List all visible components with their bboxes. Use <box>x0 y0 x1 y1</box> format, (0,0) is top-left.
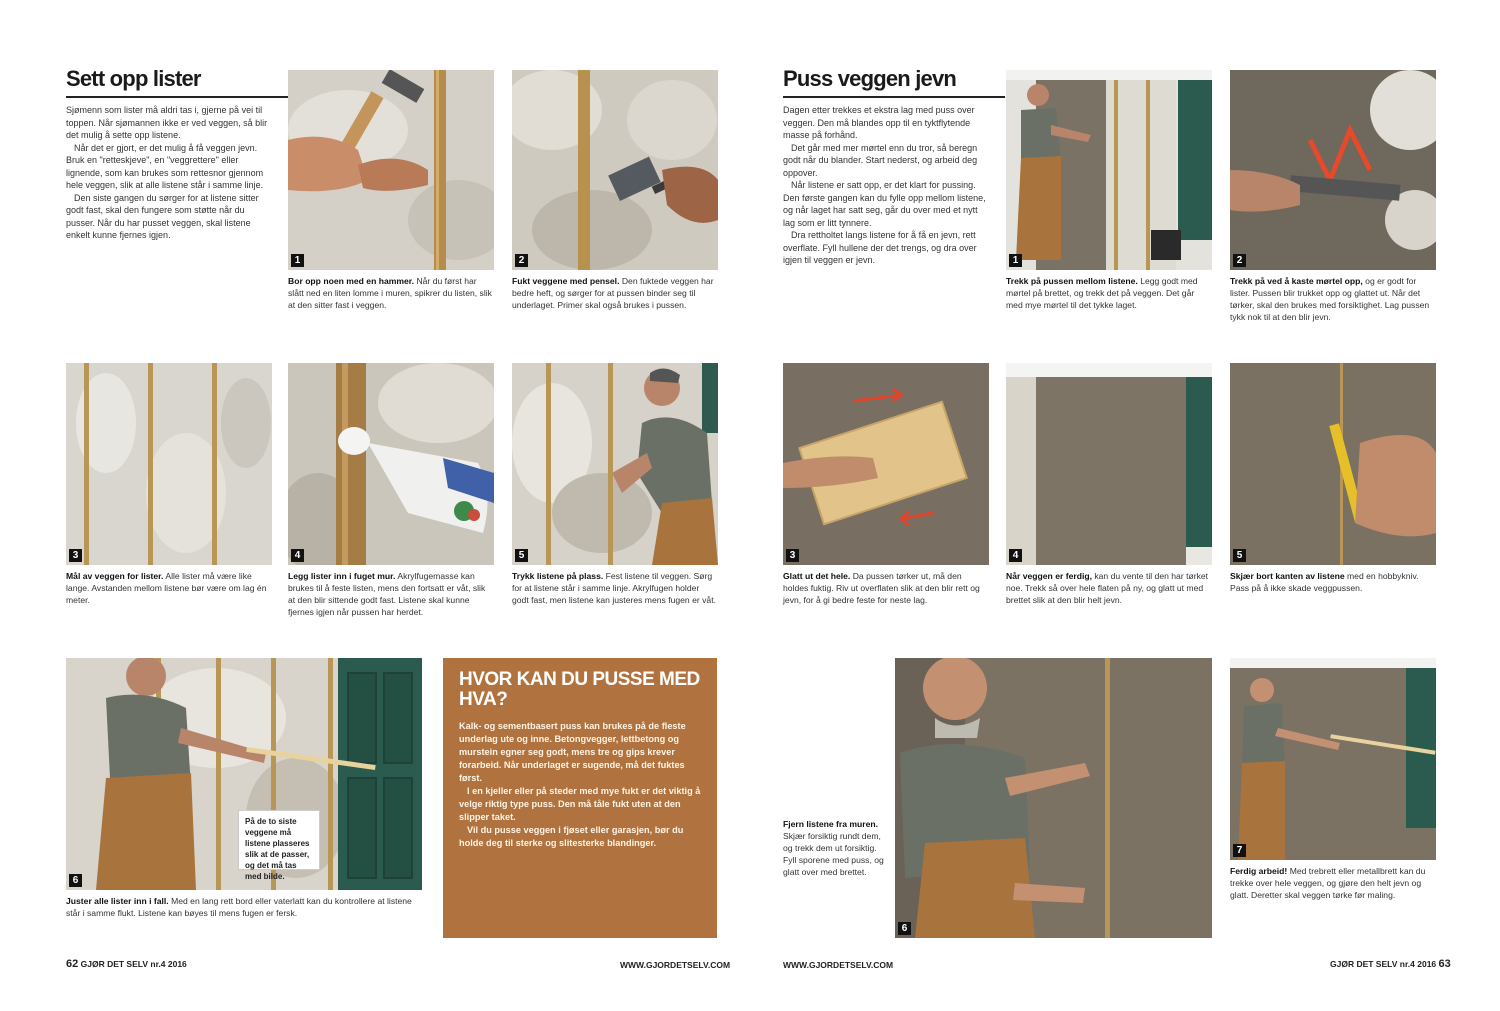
caption-text: Skjær forsiktig rundt dem, og trekk dem ut forsiktig. Fyll sporene med puss, og glatt over med brettet. <box>783 831 884 877</box>
caption-text: Den fuktede veggen har bedre heft, og sørger for at pussen binder seg til underlaget. Primer skal også brukes i pussen. <box>512 276 714 310</box>
caption-step-4 <box>288 570 494 618</box>
right-caption-step-4 <box>1006 570 1212 606</box>
photo-plastered-wall <box>1006 363 1212 565</box>
caption-text: Akrylfugemasse kan brukes til å feste listen, mens den fortsatt er våt, slik at den blir sittende godt fast. Listene skal kunne fjernes igjen når pussen har herdet. <box>288 571 486 617</box>
step-number: 6 <box>898 922 911 935</box>
caption-heading: Skjær bort kanten av listene <box>1230 571 1345 581</box>
step-number: 5 <box>1233 549 1246 562</box>
right-caption-step-2 <box>1230 275 1436 323</box>
caption-heading: Ferdig arbeid! <box>1230 866 1288 876</box>
left-intro-paragraph: Sjømenn som lister må aldri tas i, gjerne på vei til toppen. Når sjømannen ikke er ved veggen, så blir det mulig å sette opp listene. <box>66 105 268 140</box>
caption-heading: Fukt veggene med pensel. <box>512 276 620 286</box>
photo-applying-plaster <box>1006 70 1212 270</box>
photo-brushing-wall <box>512 70 718 270</box>
step-number: 1 <box>1009 254 1022 267</box>
right-caption-step-3 <box>783 570 989 606</box>
sidebar-paragraph: I en kjeller eller på steder med mye fukt er det viktig å velge riktig type puss. Den må tåle fukt uten at den slipper taket. <box>459 786 701 822</box>
caption-text: Fest listene til veggen. Sørg for at listene står i samme linje. Akrylfugen holder godt fast, men listene kan justeres mens fugen er våt. <box>512 571 716 605</box>
caption-step-6 <box>66 895 422 919</box>
caption-heading: Trykk listene på plass. <box>512 571 604 581</box>
caption-heading: Fjern listene fra muren. <box>783 819 879 829</box>
sidebar-paragraph: Vil du pusse veggen i fjøset eller garasjen, bør du holde deg til sterke og slitesterke blandinger. <box>459 825 684 848</box>
right-caption-step-6 <box>783 818 887 878</box>
sidebar-text <box>459 720 701 850</box>
page-number: 62 <box>66 958 79 970</box>
caption-heading: Trekk på ved å kaste mørtel opp, <box>1230 276 1363 286</box>
step-number: 3 <box>786 549 799 562</box>
left-intro <box>66 104 272 242</box>
right-intro-paragraph: Dagen etter trekkes et ekstra lag med puss over veggen. Den må blandes opp til en tyktflytende masse på forhånd. <box>783 105 975 140</box>
right-footer-url: WWW.GJORDETSELV.COM <box>783 960 894 970</box>
photo-pressing-battens <box>512 363 718 565</box>
caption-heading: Trekk på pussen mellom listene. <box>1006 276 1138 286</box>
photo-trowel-closeup <box>1230 70 1436 270</box>
right-caption-step-1 <box>1006 275 1212 311</box>
caption-heading: Mål av veggen for lister. <box>66 571 164 581</box>
caption-heading: Når veggen er ferdig, <box>1006 571 1092 581</box>
caption-step-5 <box>512 570 718 606</box>
photo-removing-battens <box>895 658 1212 938</box>
caption-step-3 <box>66 570 272 606</box>
sidebar-paragraph: Kalk- og sementbasert puss kan brukes på de fleste underlag ute og inne. Betongvegger, lettbetong og murstein egner seg godt, mens tre og gips krever forarbeid. Når underlaget er sugende, må det fuktes først. <box>459 721 686 783</box>
step-number: 2 <box>515 254 528 267</box>
step-number: 5 <box>515 549 528 562</box>
right-intro-paragraph: Når listene er satt opp, er det klart for pussing. Den første gangen kan du fylle opp mellom listene, og når laget har satt seg, går du over med et nytt lag som er litt tynnere. <box>783 180 986 228</box>
left-title-rule <box>66 96 288 98</box>
page-number: 63 <box>1438 958 1451 970</box>
caption-heading: Legg lister inn i fuget mur. <box>288 571 396 581</box>
photo-caulking-batten <box>288 363 494 565</box>
magazine-name: GJØR DET SELV <box>80 959 149 969</box>
right-title-rule <box>783 96 1005 98</box>
photo-callout: På de to siste veggene må listene plasseres slik at de passer, og det må tas med bilde. <box>238 810 320 870</box>
photo-hammer-nailing <box>288 70 494 270</box>
photo-cutting-edge <box>1230 363 1436 565</box>
step-number: 3 <box>69 549 82 562</box>
caption-step-2 <box>512 275 718 311</box>
issue-label: nr.4 2016 <box>1399 959 1437 969</box>
sidebar-title: HVOR KAN DU PUSSE MED HVA? <box>459 669 700 710</box>
caption-heading: Glatt ut det hele. <box>783 571 851 581</box>
right-intro-paragraph: Det går med mer mørtel enn du tror, så beregn godt når du blander. Start nederst, og arbeid deg oppover. <box>783 142 978 178</box>
magazine-name: GJØR DET SELV <box>1330 959 1398 969</box>
step-number: 7 <box>1233 844 1246 857</box>
left-intro-paragraph: Den siste gangen du sørger for at listene sitter godt fast, skal den fungere som støtte når du pusser. Når du har pusset veggen, skal listene enkelt kunne fjernes igjen. <box>66 192 259 240</box>
right-intro <box>783 104 989 267</box>
right-caption-step-7 <box>1230 865 1436 901</box>
caption-heading: Bor opp noen med en hammer. <box>288 276 415 286</box>
right-page-title: Puss veggen jevn <box>783 66 957 91</box>
caption-text: Da pussen tørker ut, må den holdes fuktig. Riv ut overflaten slik at den blir rett og jevn, for å gi bedre feste for neste lag. <box>783 571 980 605</box>
caption-step-1 <box>288 275 494 311</box>
photo-wood-float <box>783 363 989 565</box>
photo-finished-wall <box>1230 658 1436 860</box>
caption-text: Når du først har slått ned en liten lomme i muren, spikrer du listen, slik at den sitter fast i veggen. <box>288 276 492 310</box>
step-number: 4 <box>291 549 304 562</box>
step-number: 6 <box>69 874 82 887</box>
caption-text: kan du vente til den har tørket noe. Trekk så over hele flaten på ny, og glatt ut med brettet slik at den blir helt jevn. <box>1006 571 1209 605</box>
caption-heading: Juster alle lister inn i fall. <box>66 896 169 906</box>
caption-text: Legg godt med mørtel på brettet, og trekk det på veggen. Det går med mye mørtel til det tykke laget. <box>1006 276 1198 310</box>
caption-text: med en hobbykniv. Pass på å ikke skade veggpussen. <box>1230 571 1419 593</box>
step-number: 1 <box>291 254 304 267</box>
left-page-title: Sett opp lister <box>66 66 201 91</box>
issue-label: nr.4 2016 <box>150 959 187 969</box>
left-footer-url: WWW.GJORDETSELV.COM <box>620 960 731 970</box>
right-caption-step-5 <box>1230 570 1436 594</box>
step-number: 2 <box>1233 254 1246 267</box>
caption-text: Med en lang rett bord eller vaterlatt kan du kontrollere at listene står i samme flukt. Listene kan bøyes til mens fugen er fersk. <box>66 896 412 918</box>
right-footer <box>1330 958 1451 970</box>
sidebar-box <box>443 658 717 938</box>
left-footer <box>66 958 187 970</box>
caption-text: Med trebrett eller metallbrett kan du trekke over hele veggen, og gjøre den helt jevn og glatt. Deretter skal veggen tørke før maling. <box>1230 866 1426 900</box>
caption-text: og er godt for lister. Pussen blir trukket opp og glattet ut. Når det tørker, skal den brukes med forsiktighet. Lag pussen tykk nok til at den blir jevn. <box>1230 276 1430 322</box>
left-intro-paragraph: Når det er gjort, er det mulig å få veggen jevn. Bruk en "retteskjeve", en "veggrettere" eller lignende, som kan brukes som rettesnor gjennom hele veggen, slik at alle listene står i samme linje. <box>66 142 264 190</box>
caption-text: Alle lister må være like lange. Avstanden mellom listene bør være om lag én meter. <box>66 571 267 605</box>
photo-wall-battens <box>66 363 272 565</box>
step-number: 4 <box>1009 549 1022 562</box>
right-intro-paragraph: Dra rettholtet langs listene for å få en jevn, rett overflate. Fyll hullene der det trengs, og dra over igjen til veggen er jevn. <box>783 230 977 265</box>
